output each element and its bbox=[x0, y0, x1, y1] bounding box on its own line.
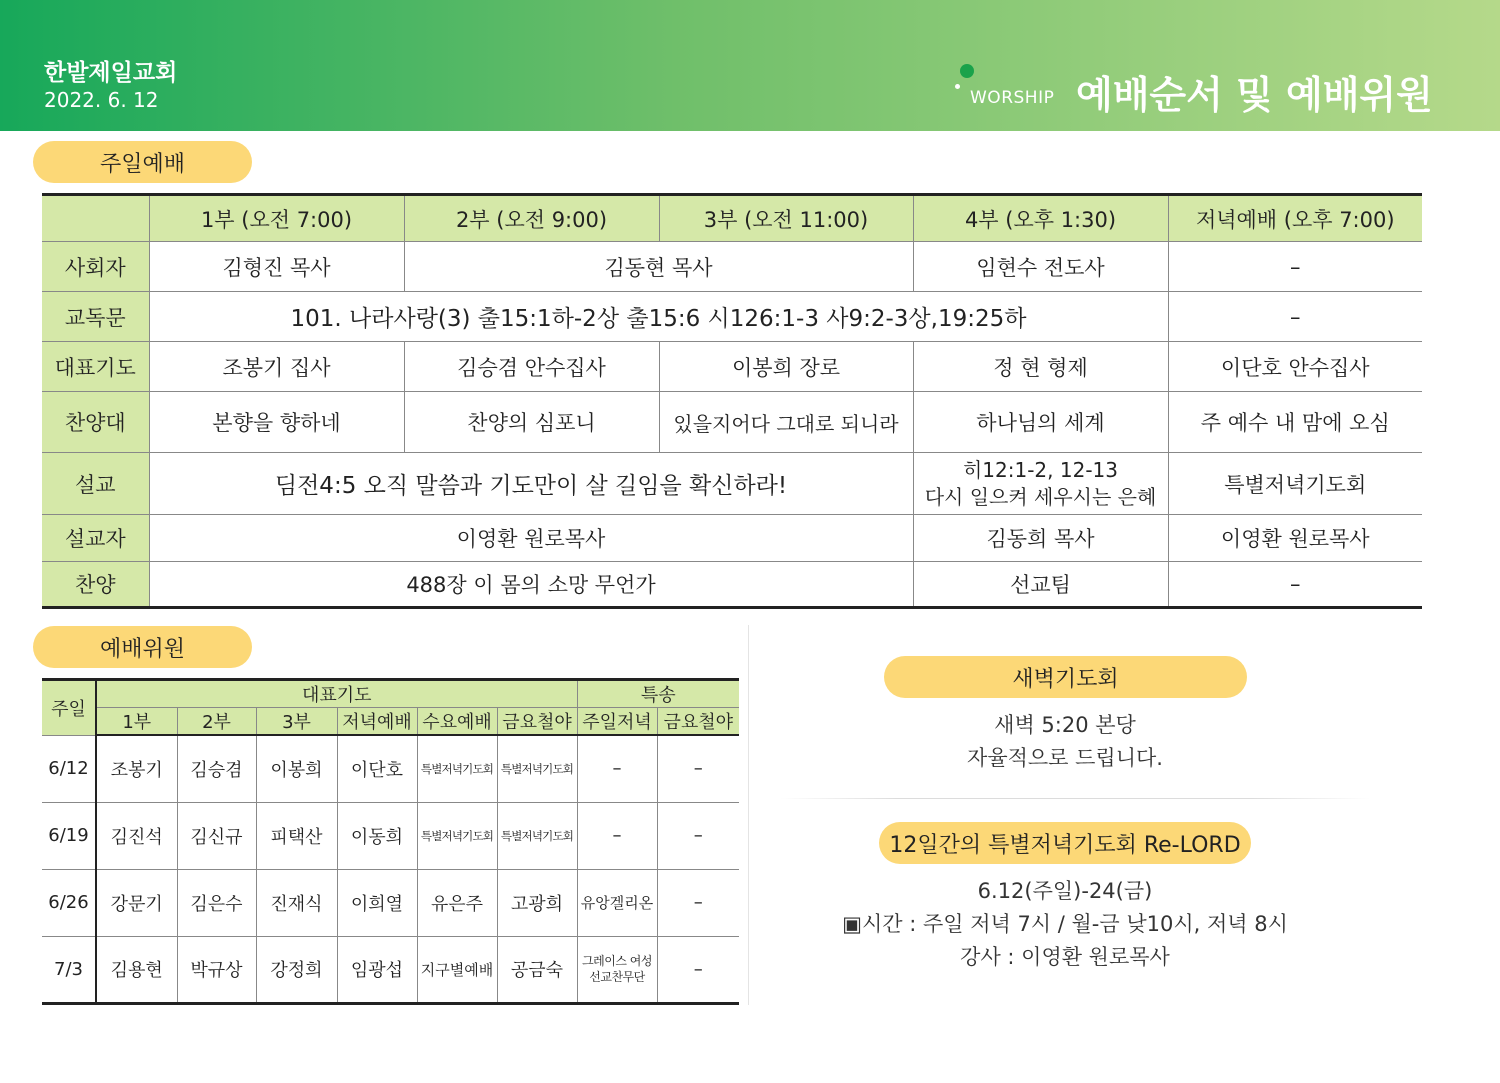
table-cell: 임광섭 bbox=[337, 936, 417, 1003]
table-subheader-row bbox=[42, 708, 739, 736]
table-row bbox=[42, 515, 1422, 562]
table-cell: 이단호 bbox=[337, 735, 417, 802]
table-cell: 김용현 bbox=[96, 936, 177, 1003]
row-label: 사회자 bbox=[42, 242, 149, 292]
table-cell: 있을지어다 그대로 되니라 bbox=[659, 392, 913, 453]
table-cell: 진재식 bbox=[256, 869, 337, 936]
table-cell: 김승겸 안수집사 bbox=[404, 342, 659, 392]
table-row bbox=[42, 292, 1422, 342]
header-banner bbox=[0, 0, 1500, 131]
white-dot-icon bbox=[955, 84, 960, 89]
table-cell: – bbox=[1290, 572, 1301, 596]
dawn-prayer-time: 새벽 5:20 본당 bbox=[994, 713, 1136, 737]
table-header-row bbox=[42, 680, 739, 708]
table-cell: 특별저녁기도회 bbox=[497, 735, 577, 802]
table-cell: 그레이스 여성선교찬무단 bbox=[577, 936, 657, 1003]
table-cell: 김승겸 bbox=[177, 735, 256, 802]
table-cell: – bbox=[1168, 292, 1422, 342]
table-cell: 조봉기 bbox=[96, 735, 177, 802]
table-cell: 488장 이 몸의 소망 무언가 bbox=[149, 562, 913, 608]
table-cell: 고광희 bbox=[497, 869, 577, 936]
table-row bbox=[42, 735, 739, 802]
table-cell: 주 예수 내 맘에 오심 bbox=[1168, 392, 1422, 453]
table-cell: 이영환 원로목사 bbox=[149, 515, 913, 562]
table-cell: 조봉기 집사 bbox=[149, 342, 404, 392]
table-cell: 김진석 bbox=[96, 802, 177, 869]
row-label: 설교자 bbox=[42, 515, 149, 562]
table-cell: 이봉희 장로 bbox=[659, 342, 913, 392]
section-divider bbox=[780, 798, 1370, 799]
table-cell: 피택산 bbox=[256, 802, 337, 869]
table-cell: 특별저녁기도회 bbox=[497, 802, 577, 869]
special-song-header: 특송 bbox=[577, 680, 739, 708]
table-cell: 101. 나라사랑(3) 출15:1하-2상 출15:6 시126:1-3 사9:2-3상,19:25하 bbox=[149, 292, 1168, 342]
table-cell: 김동현 목사 bbox=[404, 242, 913, 292]
special-prayer-dates: 6.12(주일)-24(금) bbox=[977, 879, 1153, 903]
row-label: 찬양대 bbox=[42, 392, 149, 453]
special-prayer-label: 12일간의 특별저녁기도회 Re-LORD bbox=[879, 822, 1251, 864]
table-header-row bbox=[42, 195, 1422, 242]
dawn-prayer-info bbox=[765, 709, 1365, 775]
column-header: 2부 bbox=[177, 708, 256, 736]
table-cell bbox=[913, 453, 1168, 515]
column-header: 1부 bbox=[96, 708, 177, 736]
table-cell: 지구별예배 bbox=[417, 936, 497, 1003]
week-date: 7/3 bbox=[42, 936, 96, 1003]
table-row bbox=[42, 936, 739, 1003]
header-corner bbox=[42, 195, 149, 242]
table-cell: 찬양의 심포니 bbox=[404, 392, 659, 453]
prayer-header: 대표기도 bbox=[96, 680, 577, 708]
row-label: 설교 bbox=[42, 453, 149, 515]
table-cell: 박규상 bbox=[177, 936, 256, 1003]
table-row bbox=[42, 242, 1422, 292]
sermon-passage: 히12:1-2, 12-13 bbox=[962, 457, 1118, 482]
row-label: 교독문 bbox=[42, 292, 149, 342]
column-header: 2부 (오전 9:00) bbox=[404, 195, 659, 242]
column-header: 수요예배 bbox=[417, 708, 497, 736]
table-row bbox=[42, 453, 1422, 515]
column-header: 금요철야 bbox=[657, 708, 739, 736]
committee-label: 예배위원 bbox=[33, 626, 252, 668]
table-row bbox=[42, 562, 1422, 608]
week-header: 주일 bbox=[42, 680, 96, 736]
table-row bbox=[42, 869, 739, 936]
column-divider bbox=[748, 625, 749, 1005]
table-cell: – bbox=[657, 735, 739, 802]
table-cell: – bbox=[577, 735, 657, 802]
table-cell: 정 현 형제 bbox=[913, 342, 1168, 392]
table-cell: 이영환 원로목사 bbox=[1168, 515, 1422, 562]
table-cell: 하나님의 세계 bbox=[913, 392, 1168, 453]
table-cell: 유은주 bbox=[417, 869, 497, 936]
table-row bbox=[42, 392, 1422, 453]
column-header: 금요철야 bbox=[497, 708, 577, 736]
church-name: 한밭제일교회 bbox=[44, 60, 178, 86]
table-cell: – bbox=[657, 869, 739, 936]
table-cell: – bbox=[693, 958, 703, 980]
table-cell: 특별저녁기도회 bbox=[417, 802, 497, 869]
column-header: 1부 (오전 7:00) bbox=[149, 195, 404, 242]
table-row bbox=[42, 802, 739, 869]
week-date: 6/26 bbox=[42, 869, 96, 936]
special-prayer-info bbox=[765, 875, 1365, 974]
table-cell: 특별저녁기도회 bbox=[417, 735, 497, 802]
table-cell: 이단호 안수집사 bbox=[1168, 342, 1422, 392]
sunday-service-label: 주일예배 bbox=[33, 141, 252, 183]
table-cell: 이동희 bbox=[337, 802, 417, 869]
sunday-service-table bbox=[42, 193, 1422, 609]
table-cell: 본향을 향하네 bbox=[149, 392, 404, 453]
column-header: 저녁예배 bbox=[337, 708, 417, 736]
column-header: 주일저녁 bbox=[577, 708, 657, 736]
sermon-title: 다시 일으켜 세우시는 은혜 bbox=[924, 484, 1157, 509]
table-cell: 김은수 bbox=[177, 869, 256, 936]
table-cell: 김신규 bbox=[177, 802, 256, 869]
table-cell: 공금숙 bbox=[497, 936, 577, 1003]
table-cell: 강문기 bbox=[96, 869, 177, 936]
table-cell: 임현수 전도사 bbox=[913, 242, 1168, 292]
column-header: 저녁예배 (오후 7:00) bbox=[1168, 195, 1422, 242]
green-dot-icon bbox=[960, 64, 974, 78]
table-cell: 김동희 목사 bbox=[913, 515, 1168, 562]
dawn-prayer-note: 자율적으로 드립니다. bbox=[967, 746, 1163, 770]
table-cell: – bbox=[657, 802, 739, 869]
page-title: 예배순서 및 예배위원 bbox=[1076, 73, 1433, 117]
column-header: 4부 (오후 1:30) bbox=[913, 195, 1168, 242]
section-tag: WORSHIP bbox=[970, 88, 1055, 108]
table-cell: 김형진 목사 bbox=[149, 242, 404, 292]
week-date: 6/12 bbox=[42, 735, 96, 802]
table-cell: 유앙겔리온 bbox=[577, 869, 657, 936]
row-label: 찬양 bbox=[42, 562, 149, 608]
special-prayer-times: ▣시간 : 주일 저녁 7시 / 월-금 낮10시, 저녁 8시 bbox=[842, 912, 1288, 936]
table-cell: 이봉희 bbox=[256, 735, 337, 802]
week-date: 6/19 bbox=[42, 802, 96, 869]
table-cell: 이희열 bbox=[337, 869, 417, 936]
table-cell: 특별저녁기도회 bbox=[1168, 453, 1422, 515]
dawn-prayer-label: 새벽기도회 bbox=[884, 656, 1247, 698]
column-header: 3부 (오전 11:00) bbox=[659, 195, 913, 242]
sermon-title: 딤전4:5 오직 말씀과 기도만이 살 길임을 확신하라! bbox=[149, 453, 913, 515]
table-cell: 선교팀 bbox=[913, 562, 1168, 608]
special-prayer-speaker: 강사 : 이영환 원로목사 bbox=[960, 945, 1170, 969]
table-row bbox=[42, 342, 1422, 392]
row-label: 대표기도 bbox=[42, 342, 149, 392]
table-cell: – bbox=[1168, 242, 1422, 292]
table-cell: 강정희 bbox=[256, 936, 337, 1003]
committee-table bbox=[42, 678, 739, 1005]
table-cell: – bbox=[577, 802, 657, 869]
column-header: 3부 bbox=[256, 708, 337, 736]
bulletin-date: 2022. 6. 12 bbox=[44, 88, 159, 112]
